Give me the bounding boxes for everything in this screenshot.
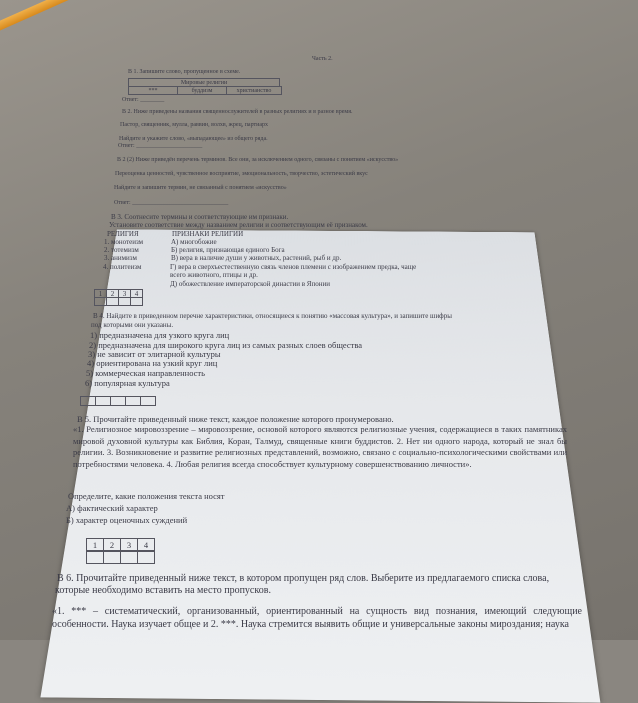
grid-cell-empty[interactable] xyxy=(130,297,143,306)
grid-cell-empty[interactable] xyxy=(86,551,103,564)
b1-cell: буддизм xyxy=(177,86,226,95)
b4-task2: под которыми они указаны. xyxy=(91,321,174,329)
grid-cell-empty[interactable] xyxy=(95,396,110,406)
b2b-answer: Ответ: ________________________________ xyxy=(114,200,229,206)
b2-list: Пастор, священник, мулла, раввин, волхв, жрец, партиарх xyxy=(120,122,268,128)
b5-text: «1. Религиозное мировоззрение – мировоззрение, основой которого являются религиозные учения, содержащиеся в таких памятниках мировой духовной культуры как Библия, Коран, Талмуд, священные книги буддистов. 2. Нет ни одного народа, который не знал бы религии. 3. Возникновение и развитие религиозных представлений, возможно, связано с социально-психологическими свойствами или потребностями человека. 4. Любая религия всегда способствует культурному совершенствованию личности». xyxy=(73,424,567,469)
b3-task: В 3. Соотнесите термины и соответствующие им признаки. xyxy=(111,213,289,221)
grid-cell-empty[interactable] xyxy=(118,297,130,306)
b2-task: В 2. Ниже приведены названия священнослужителей в разных религиях и в разное время. xyxy=(122,109,353,115)
grid-cell-empty[interactable] xyxy=(80,396,95,406)
b3-left-item: 1. монотеизм xyxy=(104,238,144,246)
grid-cell-empty[interactable] xyxy=(103,551,120,564)
b3-left-item: 3. анимизм xyxy=(104,254,137,262)
b1-cell: *** xyxy=(128,86,177,95)
b4-item: 6) популярная культура xyxy=(85,378,170,388)
b2b-list: Переоценка ценностей, чувственное восприятие, эмоциональность, творчество, эстетический вкус xyxy=(115,171,368,177)
b4-item: 2) предназначена для широкого круга лиц из самых разных слоев общества xyxy=(89,340,363,350)
b3-left-item: 4. политеизм xyxy=(103,263,142,271)
grid-cell[interactable]: 2 xyxy=(106,289,118,298)
b5-task: В 5. Прочитайте приведенный ниже текст, каждое положение которого пронумеровано. xyxy=(77,414,394,424)
page-title: Часть 2. xyxy=(312,56,333,62)
b3-instr: Установите соответствие между названием религии и соответствующим её признаком. xyxy=(109,221,368,229)
grid-cell-empty[interactable] xyxy=(137,551,155,564)
b5-instr: Определите, какие положения текста носят xyxy=(68,491,225,501)
grid-cell-empty[interactable] xyxy=(94,297,106,306)
b4-answer-grid[interactable] xyxy=(80,396,156,406)
grid-cell[interactable]: 1 xyxy=(94,289,106,298)
b3-right-item: Б) религия, признающая единого Бога xyxy=(171,246,285,254)
b6-task2: которые необходимо вставить на место пропусков. xyxy=(55,585,271,596)
b2-instr: Найдите и укажите слово, «выпадающее» из общего ряда. xyxy=(119,136,268,142)
b3-left-head: РЕЛИГИЯ xyxy=(107,230,139,238)
b2b-instr: Найдите и запишите термин, не связанный с понятием «искусство» xyxy=(114,185,287,191)
b3-right-item: всего животного, птицы и др. xyxy=(170,271,258,279)
grid-cell[interactable]: 3 xyxy=(120,538,137,551)
b3-answer-row[interactable] xyxy=(94,297,143,306)
b6-text: «1. *** – систематический, организованный, ориентированный на сущность вид познания, имеющий следующие особенности. Наука изучает общее и 2. ***. Наука стремится выявить общие и универсальные законы мироздания; наука xyxy=(52,606,582,630)
b2-answer: Ответ: ______________________ xyxy=(118,143,203,149)
b6-task: В 6. Прочитайте приведенный ниже текст, в котором пропущен ряд слов. Выберите из предлагаемого списка слова, xyxy=(57,573,550,584)
grid-cell-empty[interactable] xyxy=(125,396,140,406)
b3-right-item: В) вера в наличие души у животных, растений, рыб и др. xyxy=(171,254,342,262)
b4-item: 1) предназначена для узкого круга лиц xyxy=(90,330,230,340)
grid-cell[interactable]: 3 xyxy=(118,289,130,298)
grid-cell[interactable]: 4 xyxy=(130,289,143,298)
b4-task: В 4. Найдите в приведенном перечне характеристики, относящиеся к понятию «массовая культура», и запишите шифры xyxy=(93,312,452,320)
grid-cell[interactable]: 2 xyxy=(103,538,120,551)
b5-option-b: Б) характер оценочных суждений xyxy=(66,515,188,525)
b5-option-a: А) фактический характер xyxy=(66,503,158,513)
b3-right-item: Д) обожествление императорской династии в Японии xyxy=(170,280,330,288)
b2b-task: В 2 (2) Ниже приведён перечень терминов. Все они, за исключением одного, связаны с понятием «искусство» xyxy=(117,157,399,163)
b1-task: В 1. Запишите слово, пропущенное в схеме. xyxy=(128,69,241,75)
b1-table-row xyxy=(128,86,282,95)
b4-item: 3) не зависит от элитарной культуры xyxy=(88,349,221,359)
grid-cell-empty[interactable] xyxy=(140,396,156,406)
b3-right-item: А) многобожие xyxy=(171,238,217,246)
grid-cell-empty[interactable] xyxy=(106,297,118,306)
b3-left-item: 2. тотемизм xyxy=(104,246,139,254)
b1-table-head: Мировые религии xyxy=(128,78,280,87)
b1-cell: христианство xyxy=(226,86,282,95)
b4-item: 5) коммерческая направленность xyxy=(86,368,206,378)
grid-cell-empty[interactable] xyxy=(110,396,125,406)
grid-cell-empty[interactable] xyxy=(120,551,137,564)
b5-answer-row[interactable] xyxy=(86,551,155,564)
b4-item: 4) ориентирована на узкий круг лиц xyxy=(87,358,218,368)
b3-right-item: Г) вера в сверхъестественную связь членов племени с изображением предка, чаще xyxy=(170,263,417,271)
grid-cell[interactable]: 4 xyxy=(137,538,155,551)
b1-answer: Ответ: ________ xyxy=(122,97,165,103)
b5-answer-grid[interactable] xyxy=(86,538,155,551)
b3-right-head: ПРИЗНАКИ РЕЛИГИИ xyxy=(172,230,244,238)
grid-cell[interactable]: 1 xyxy=(86,538,103,551)
